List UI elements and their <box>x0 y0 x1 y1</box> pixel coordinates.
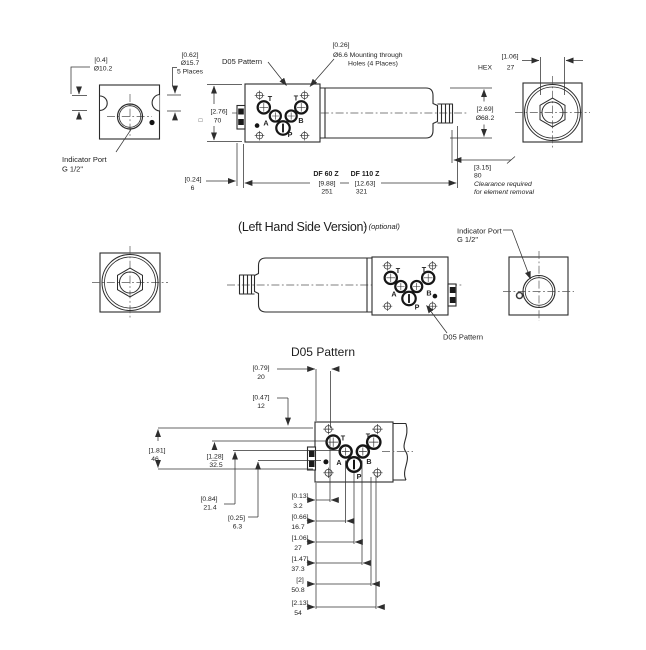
view-d05-pattern-detail <box>144 345 413 617</box>
port-label-b: B <box>426 288 432 298</box>
hex-nut <box>240 275 255 294</box>
ext-lines <box>316 369 331 428</box>
dim-h46-in: [1.81] <box>148 447 166 455</box>
dim-h63-in: [0.25] <box>227 515 246 522</box>
dim-row-w27 <box>291 535 362 552</box>
dim-w54-mm: 54 <box>294 610 302 617</box>
seal-band <box>238 109 244 115</box>
hex-label: HEX <box>478 64 492 72</box>
dim-h214-mm: 21.4 <box>203 504 217 512</box>
model-2: DF 110 Z <box>350 171 380 178</box>
dim-h325-in: [1.28] <box>206 453 224 461</box>
port-label-a: A <box>391 289 397 299</box>
port-label-t2: T <box>293 93 299 103</box>
hex-mm: 27 <box>506 64 515 72</box>
port-label-b: B <box>366 457 372 466</box>
port-label-p: P <box>287 130 293 139</box>
dim-w20-mm: 20 <box>257 374 265 381</box>
block-outline <box>100 85 160 139</box>
dim-h63-mm: 6.3 <box>232 523 243 531</box>
port-label-p: P <box>356 472 362 481</box>
port-label-t2: T <box>421 265 427 274</box>
view-hex-end-top <box>475 53 590 150</box>
dim-tab-mm: 6 <box>190 185 195 192</box>
d05-pattern-label: D05 Pattern <box>443 332 484 342</box>
dim-notch-large-mm: Ø15.7 <box>180 60 200 67</box>
dim-clear-in: [3.15] <box>474 164 492 172</box>
seal-band <box>238 119 244 125</box>
dim-tab-in: [0.24] <box>184 176 202 184</box>
dim-mount-note2: Holes (4 Places) <box>348 60 398 68</box>
block-outline <box>509 257 568 315</box>
model-2-mm: 321 <box>355 188 368 196</box>
dim-row-w373 <box>291 556 370 573</box>
lhs-section <box>92 220 574 342</box>
dim-w32-mm: 3.2 <box>293 503 303 510</box>
hex-in: [1.06] <box>501 53 519 61</box>
lhs-title-note: - (optional) <box>364 222 400 231</box>
model-1-in: [9.88] <box>318 180 336 188</box>
dim-h325-mm: 32.5 <box>209 462 223 469</box>
dim-notch-small-mm: Ø10.2 <box>93 65 113 73</box>
port-label-t1: T <box>267 94 273 103</box>
dim-w373-mm: 37.3 <box>291 566 305 573</box>
model-1: DF 60 Z <box>313 171 339 178</box>
dim-notch-small-in: [0.4] <box>94 57 108 64</box>
port-label-t1: T <box>395 266 401 275</box>
dim-square-mm: 70 <box>213 117 222 125</box>
dim-row-w508 <box>291 577 379 594</box>
clearance-note-1: Clearance required <box>474 181 532 188</box>
dim-row-w54 <box>291 600 384 617</box>
dim-h12-in: [0.47] <box>252 394 270 402</box>
seal-band <box>309 451 315 458</box>
dim-w373-in: [1.47] <box>291 556 309 563</box>
dim-h12-mm: 12 <box>257 403 265 410</box>
indicator-port-size: G 1/2" <box>62 164 84 174</box>
dim-w32-in: [0.13] <box>291 493 309 500</box>
dim-w167-mm: 16.7 <box>291 524 305 531</box>
dim-notch-large-in: [0.62] <box>181 52 199 59</box>
dim-bowl-mm: Ø68.2 <box>475 115 495 122</box>
port-label-a: A <box>336 458 342 467</box>
port-label-t1: T <box>340 433 346 443</box>
view-hex-end-lhs <box>92 246 168 319</box>
model-1-mm: 251 <box>321 188 333 196</box>
clearance-note-2: for element removal <box>474 189 535 196</box>
dim-mount-note1: Ø6.6 Mounting through <box>333 52 403 59</box>
dim-clear-mm: 80 <box>474 172 482 180</box>
seal-band <box>309 461 315 468</box>
indicator-port-label: Indicator Port <box>62 155 107 164</box>
view-lhs-side <box>227 257 483 342</box>
dim-w27-in: [1.06] <box>291 535 309 542</box>
indicator-port-label: Indicator Port <box>457 226 502 236</box>
dim-bowl-in: [2.69] <box>476 106 494 113</box>
dim-w27-mm: 27 <box>294 545 302 552</box>
dim-notch-small-lines <box>71 67 90 111</box>
d05-detail-title: D05 Pattern <box>290 345 356 359</box>
lhs-title: (Left Hand Side Version) <box>238 220 367 234</box>
view-indicator-end-lhs <box>457 227 574 322</box>
model-2-in: [12.63] <box>354 180 376 188</box>
hex-nut <box>438 104 453 123</box>
dim-row-w32 <box>291 493 338 510</box>
indicator-port-size: G 1/2" <box>457 235 479 244</box>
dim-h214-in: [0.84] <box>200 496 218 503</box>
dim-w508-mm: 50.8 <box>291 587 305 594</box>
dim-w54-in: [2.13] <box>291 600 309 607</box>
dim-square-in: [2.76] <box>210 108 228 116</box>
port-label-t2: T <box>365 431 371 441</box>
d05-pattern-label: D05 Pattern <box>222 57 263 66</box>
vent-dot <box>149 120 154 125</box>
port-label-b: B <box>298 116 304 125</box>
port-label-p: P <box>414 302 420 312</box>
dim-mount-in: [0.26] <box>332 42 350 49</box>
dim-h46-mm: 46 <box>151 456 159 463</box>
seal-band <box>450 287 456 293</box>
dim-w20-in: [0.79] <box>252 365 270 372</box>
seal-band <box>450 297 456 303</box>
dim-row-w167 <box>291 514 353 531</box>
dim-w167-in: [0.66] <box>291 514 309 521</box>
square-symbol: □ <box>198 118 203 124</box>
dim-w508-in: [2] <box>296 577 304 584</box>
d05-leader <box>268 62 287 86</box>
clearance-lines <box>452 130 515 164</box>
mount-leader <box>310 59 334 87</box>
view-indicator-end-top <box>62 52 204 174</box>
dim-notch-large-note: 5 Places <box>176 68 204 76</box>
port-label-a: A <box>263 118 269 128</box>
